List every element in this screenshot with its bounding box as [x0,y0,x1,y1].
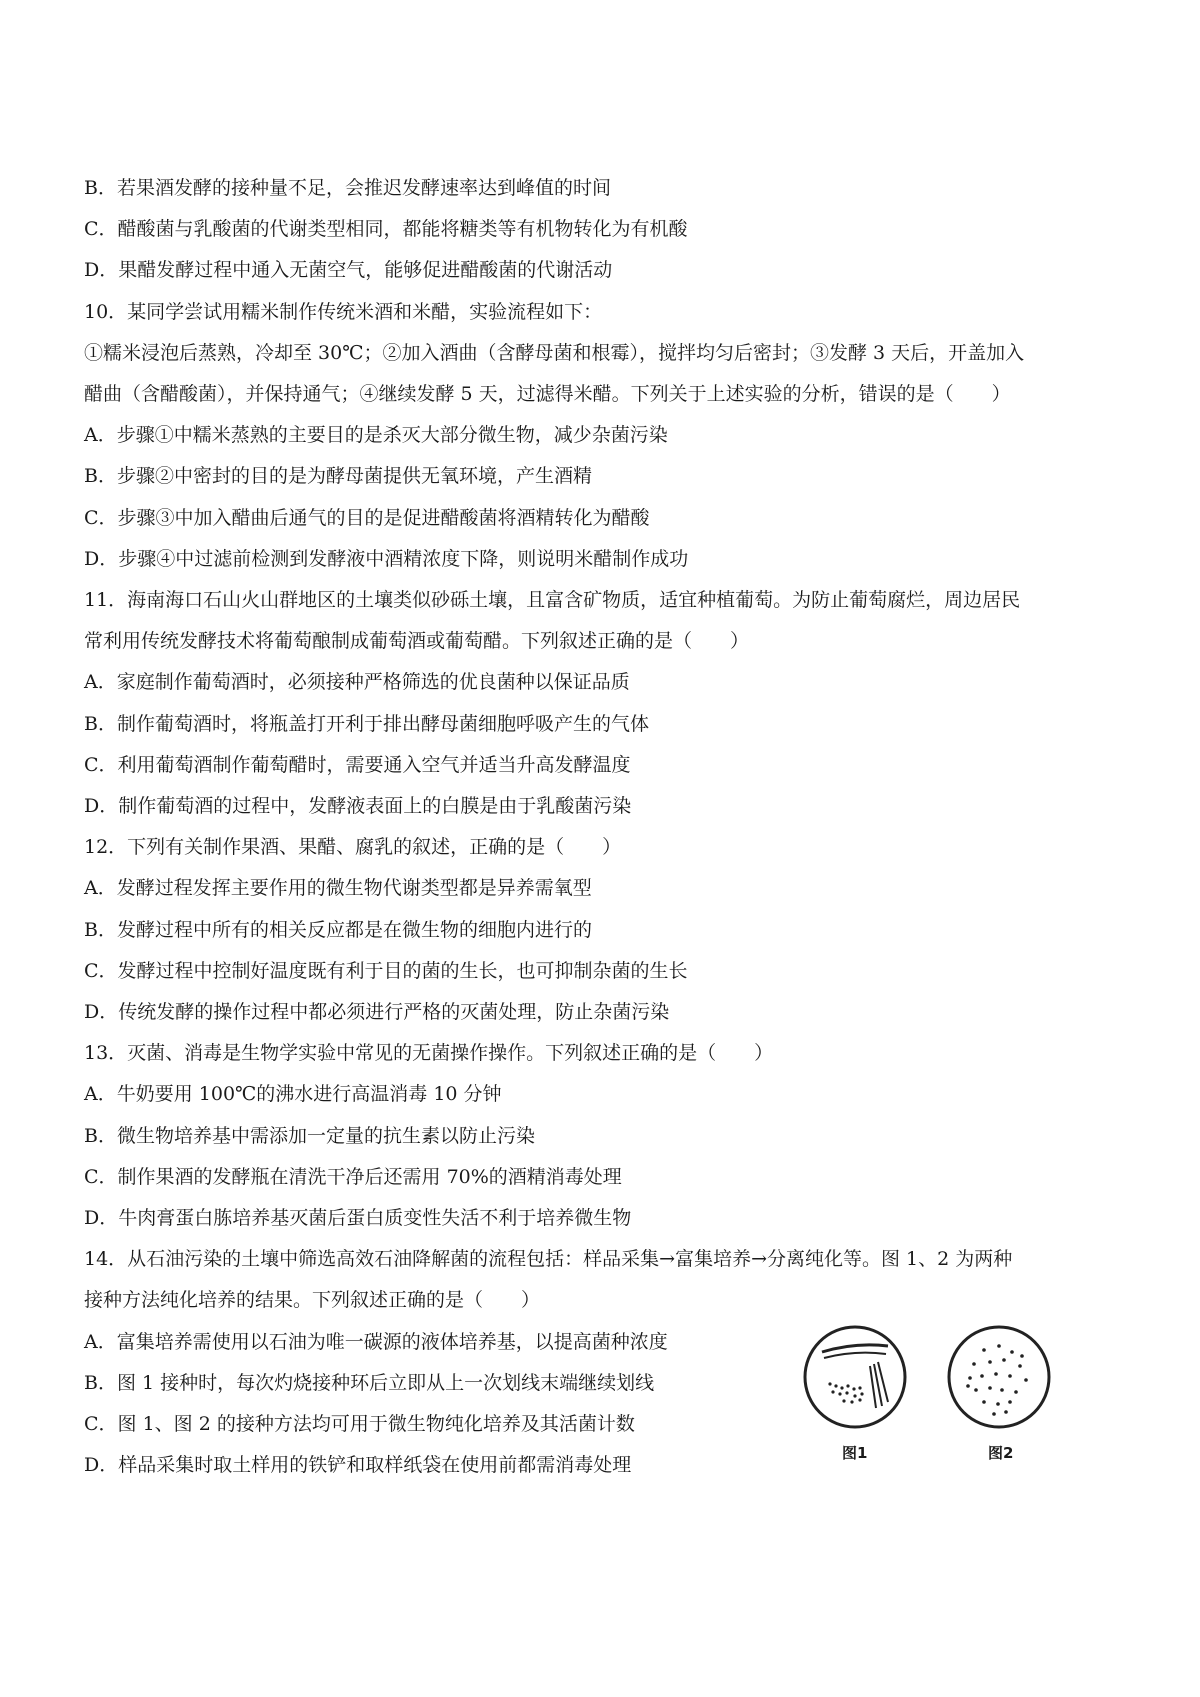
text-line: C．步骤③中加入醋曲后通气的目的是促进醋酸菌将酒精转化为醋酸 [84,507,650,529]
text-line: B．步骤②中密封的目的是为酵母菌提供无氧环境，产生酒精 [84,465,592,487]
figure-2-spread-plate [944,1322,1054,1462]
text-line: B．微生物培养基中需添加一定量的抗生素以防止污染 [84,1125,535,1147]
text-line: A．家庭制作葡萄酒时，必须接种严格筛选的优良菌种以保证品质 [84,671,630,693]
text-line: C．醋酸菌与乳酸菌的代谢类型相同，都能将糖类等有机物转化为有机酸 [84,218,688,240]
plate-figures [800,1322,1060,1472]
spread-plate-illustration [944,1322,1054,1432]
text-line: C．图 1、图 2 的接种方法均可用于微生物纯化培养及其活菌计数 [84,1413,635,1435]
text-line: 10．某同学尝试用糯米制作传统米酒和米醋，实验流程如下： [84,301,603,323]
text-line: D．制作葡萄酒的过程中，发酵液表面上的白膜是由于乳酸菌污染 [84,795,632,817]
streak-plate-illustration [800,1322,910,1432]
figure-1-streak-plate [800,1322,910,1462]
text-line: B．若果酒发酵的接种量不足，会推迟发酵速率达到峰值的时间 [84,177,611,199]
text-line: 醋曲（含醋酸菌），并保持通气；④继续发酵 5 天，过滤得米醋。下列关于上述实验的分析，错误的是（ ） [84,383,1011,405]
text-line: A．步骤①中糯米蒸熟的主要目的是杀灭大部分微生物，减少杂菌污染 [84,424,668,446]
text-line: 接种方法纯化培养的结果。下列叙述正确的是（ ） [84,1289,541,1311]
text-line: C．利用葡萄酒制作葡萄醋时，需要通入空气并适当升高发酵温度 [84,754,631,776]
text-line: B．发酵过程中所有的相关反应都是在微生物的细胞内进行的 [84,919,592,941]
text-line: A．富集培养需使用以石油为唯一碳源的液体培养基，以提高菌种浓度 [84,1331,668,1353]
text-line: 13．灭菌、消毒是生物学实验中常见的无菌操作操作。下列叙述正确的是（ ） [84,1042,774,1064]
text-line: A．发酵过程发挥主要作用的微生物代谢类型都是异养需氧型 [84,877,592,899]
text-line: ①糯米浸泡后蒸熟，冷却至 30℃；②加入酒曲（含酵母菌和根霉），搅拌均匀后密封；③发酵 3 天后，开盖加入 [84,342,1025,364]
text-line: D．果醋发酵过程中通入无菌空气，能够促进醋酸菌的代谢活动 [84,259,613,281]
text-line: 11．海南海口石山火山群地区的土壤类似砂砾土壤，且富含矿物质，适宜种植葡萄。为防止葡萄腐烂，周边居民 [84,589,1021,611]
text-line: 14．从石油污染的土壤中筛选高效石油降解菌的流程包括：样品采集→富集培养→分离纯化等。图 1、2 为两种 [84,1248,1013,1270]
figure-2-label: 图2 [988,1444,1014,1462]
text-line: A．牛奶要用 100℃的沸水进行高温消毒 10 分钟 [84,1083,502,1105]
text-line: D．步骤④中过滤前检测到发酵液中酒精浓度下降，则说明米醋制作成功 [84,548,689,570]
text-line: C．制作果酒的发酵瓶在清洗干净后还需用 70%的酒精消毒处理 [84,1166,622,1188]
text-line: 12．下列有关制作果酒、果醋、腐乳的叙述，正确的是（ ） [84,836,622,858]
text-line: D．样品采集时取土样用的铁铲和取样纸袋在使用前都需消毒处理 [84,1454,632,1476]
text-line: B．制作葡萄酒时，将瓶盖打开利于排出酵母菌细胞呼吸产生的气体 [84,713,649,735]
text-line: D．牛肉膏蛋白胨培养基灭菌后蛋白质变性失活不利于培养微生物 [84,1207,632,1229]
text-line: D．传统发酵的操作过程中都必须进行严格的灭菌处理，防止杂菌污染 [84,1001,670,1023]
figure-1-label: 图1 [842,1444,868,1462]
text-line: C．发酵过程中控制好温度既有利于目的菌的生长，也可抑制杂菌的生长 [84,960,688,982]
text-line: B．图 1 接种时，每次灼烧接种环后立即从上一次划线末端继续划线 [84,1372,655,1394]
text-line: 常利用传统发酵技术将葡萄酿制成葡萄酒或葡萄醋。下列叙述正确的是（ ） [84,630,750,652]
